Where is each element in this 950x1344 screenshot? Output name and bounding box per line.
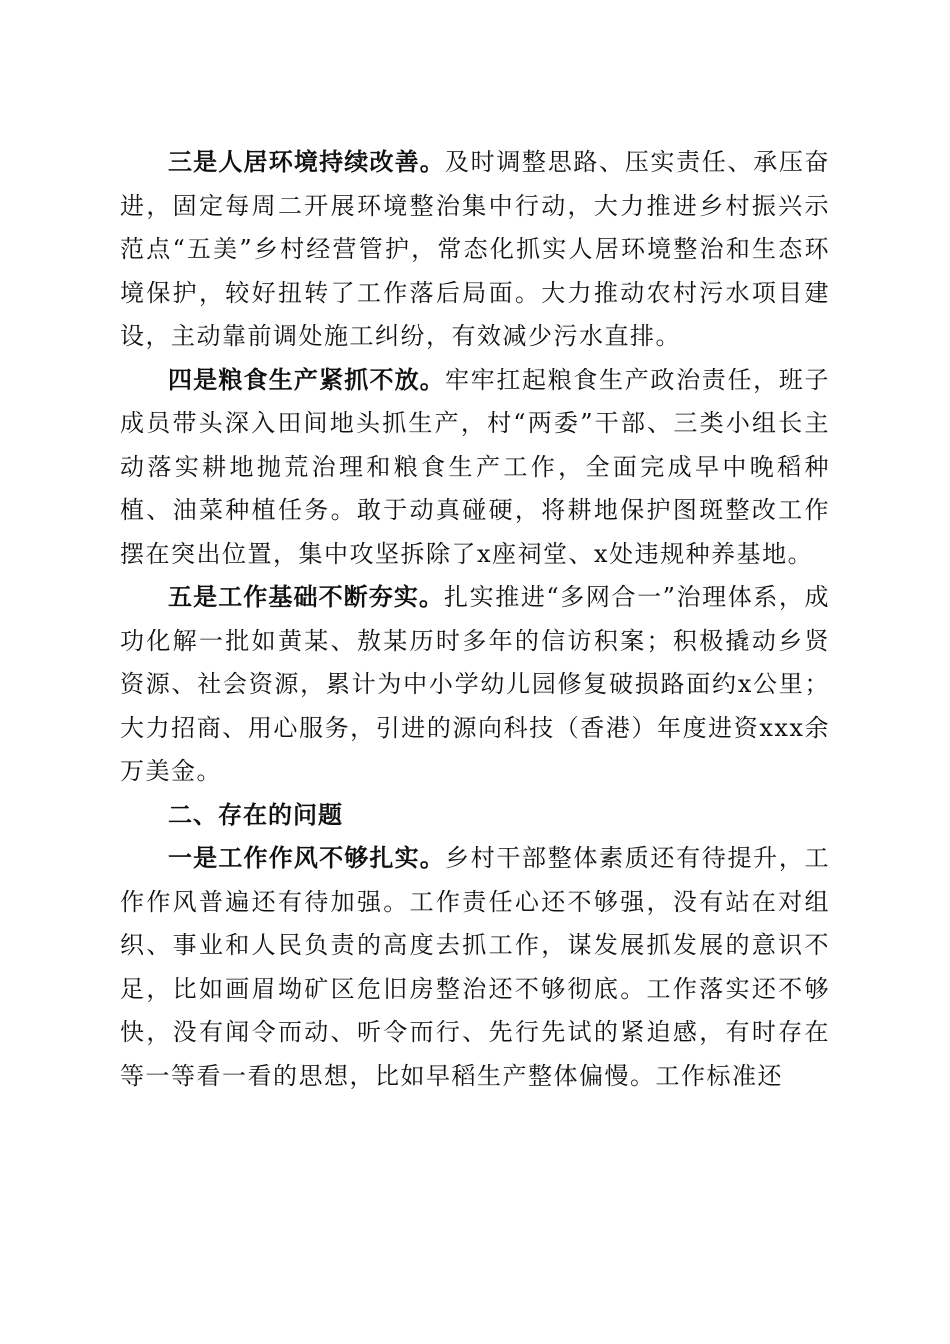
paragraph-body: 扎实推进“多网合一”治理体系，成功化解一批如黄某、敖某历时多年的信访积案；积极撬动乡贤资源、社会资源，累计为中小学幼儿园修复破损路面约x公里；大力招商、用心服务，引进的源向科技（香港）年度进资xxx余万美金。 [120,583,831,785]
paragraph-lead: 三是人居环境持续改善。 [168,148,445,176]
paragraph-work-style [120,837,830,1098]
paragraph-body: 乡村干部整体素质还有待提升，工作作风普遍还有待加强。工作责任心还不够强，没有站在对组织、事业和人民负责的高度去抓工作，谋发展抓发展的意识不足，比如画眉坳矿区危旧房整治还不够彻底。工作落实还不够快，没有闻令而动、听令而行、先行先试的紧迫感，有时存在等一等看一看的思想，比如早稻生产整体偏慢。工作标准还 [120,844,831,1090]
paragraph-work-foundation [120,576,830,794]
paragraph-body: 及时调整思路、压实责任、承压奋进，固定每周二开展环境整治集中行动，大力推进乡村振兴示范点“五美”乡村经营管护，常态化抓实人居环境整治和生态环境保护，较好扭转了工作落后局面。大力推动农村污水项目建设，主动靠前调处施工纠纷，有效减少污水直排。 [120,148,831,350]
document-page [120,141,830,1098]
paragraph-lead: 五是工作基础不断夯实。 [168,583,445,611]
paragraph-living-environment [120,141,830,359]
paragraph-body: 牢牢扛起粮食生产政治责任，班子成员带头深入田间地头抓生产，村“两委”干部、三类小组长主动落实耕地抛荒治理和粮食生产工作，全面完成早中晚稻种植、油菜种植任务。敢于动真碰硬，将耕地保护图斑整改工作摆在突出位置，集中攻坚拆除了x座祠堂、x处违规种养基地。 [120,365,831,568]
paragraph-lead: 一是工作作风不够扎实。 [168,844,445,872]
section-heading: 二、存在的问题 [168,800,343,829]
paragraph-lead: 四是粮食生产紧抓不放。 [168,365,445,394]
paragraph-grain-production [120,359,830,577]
